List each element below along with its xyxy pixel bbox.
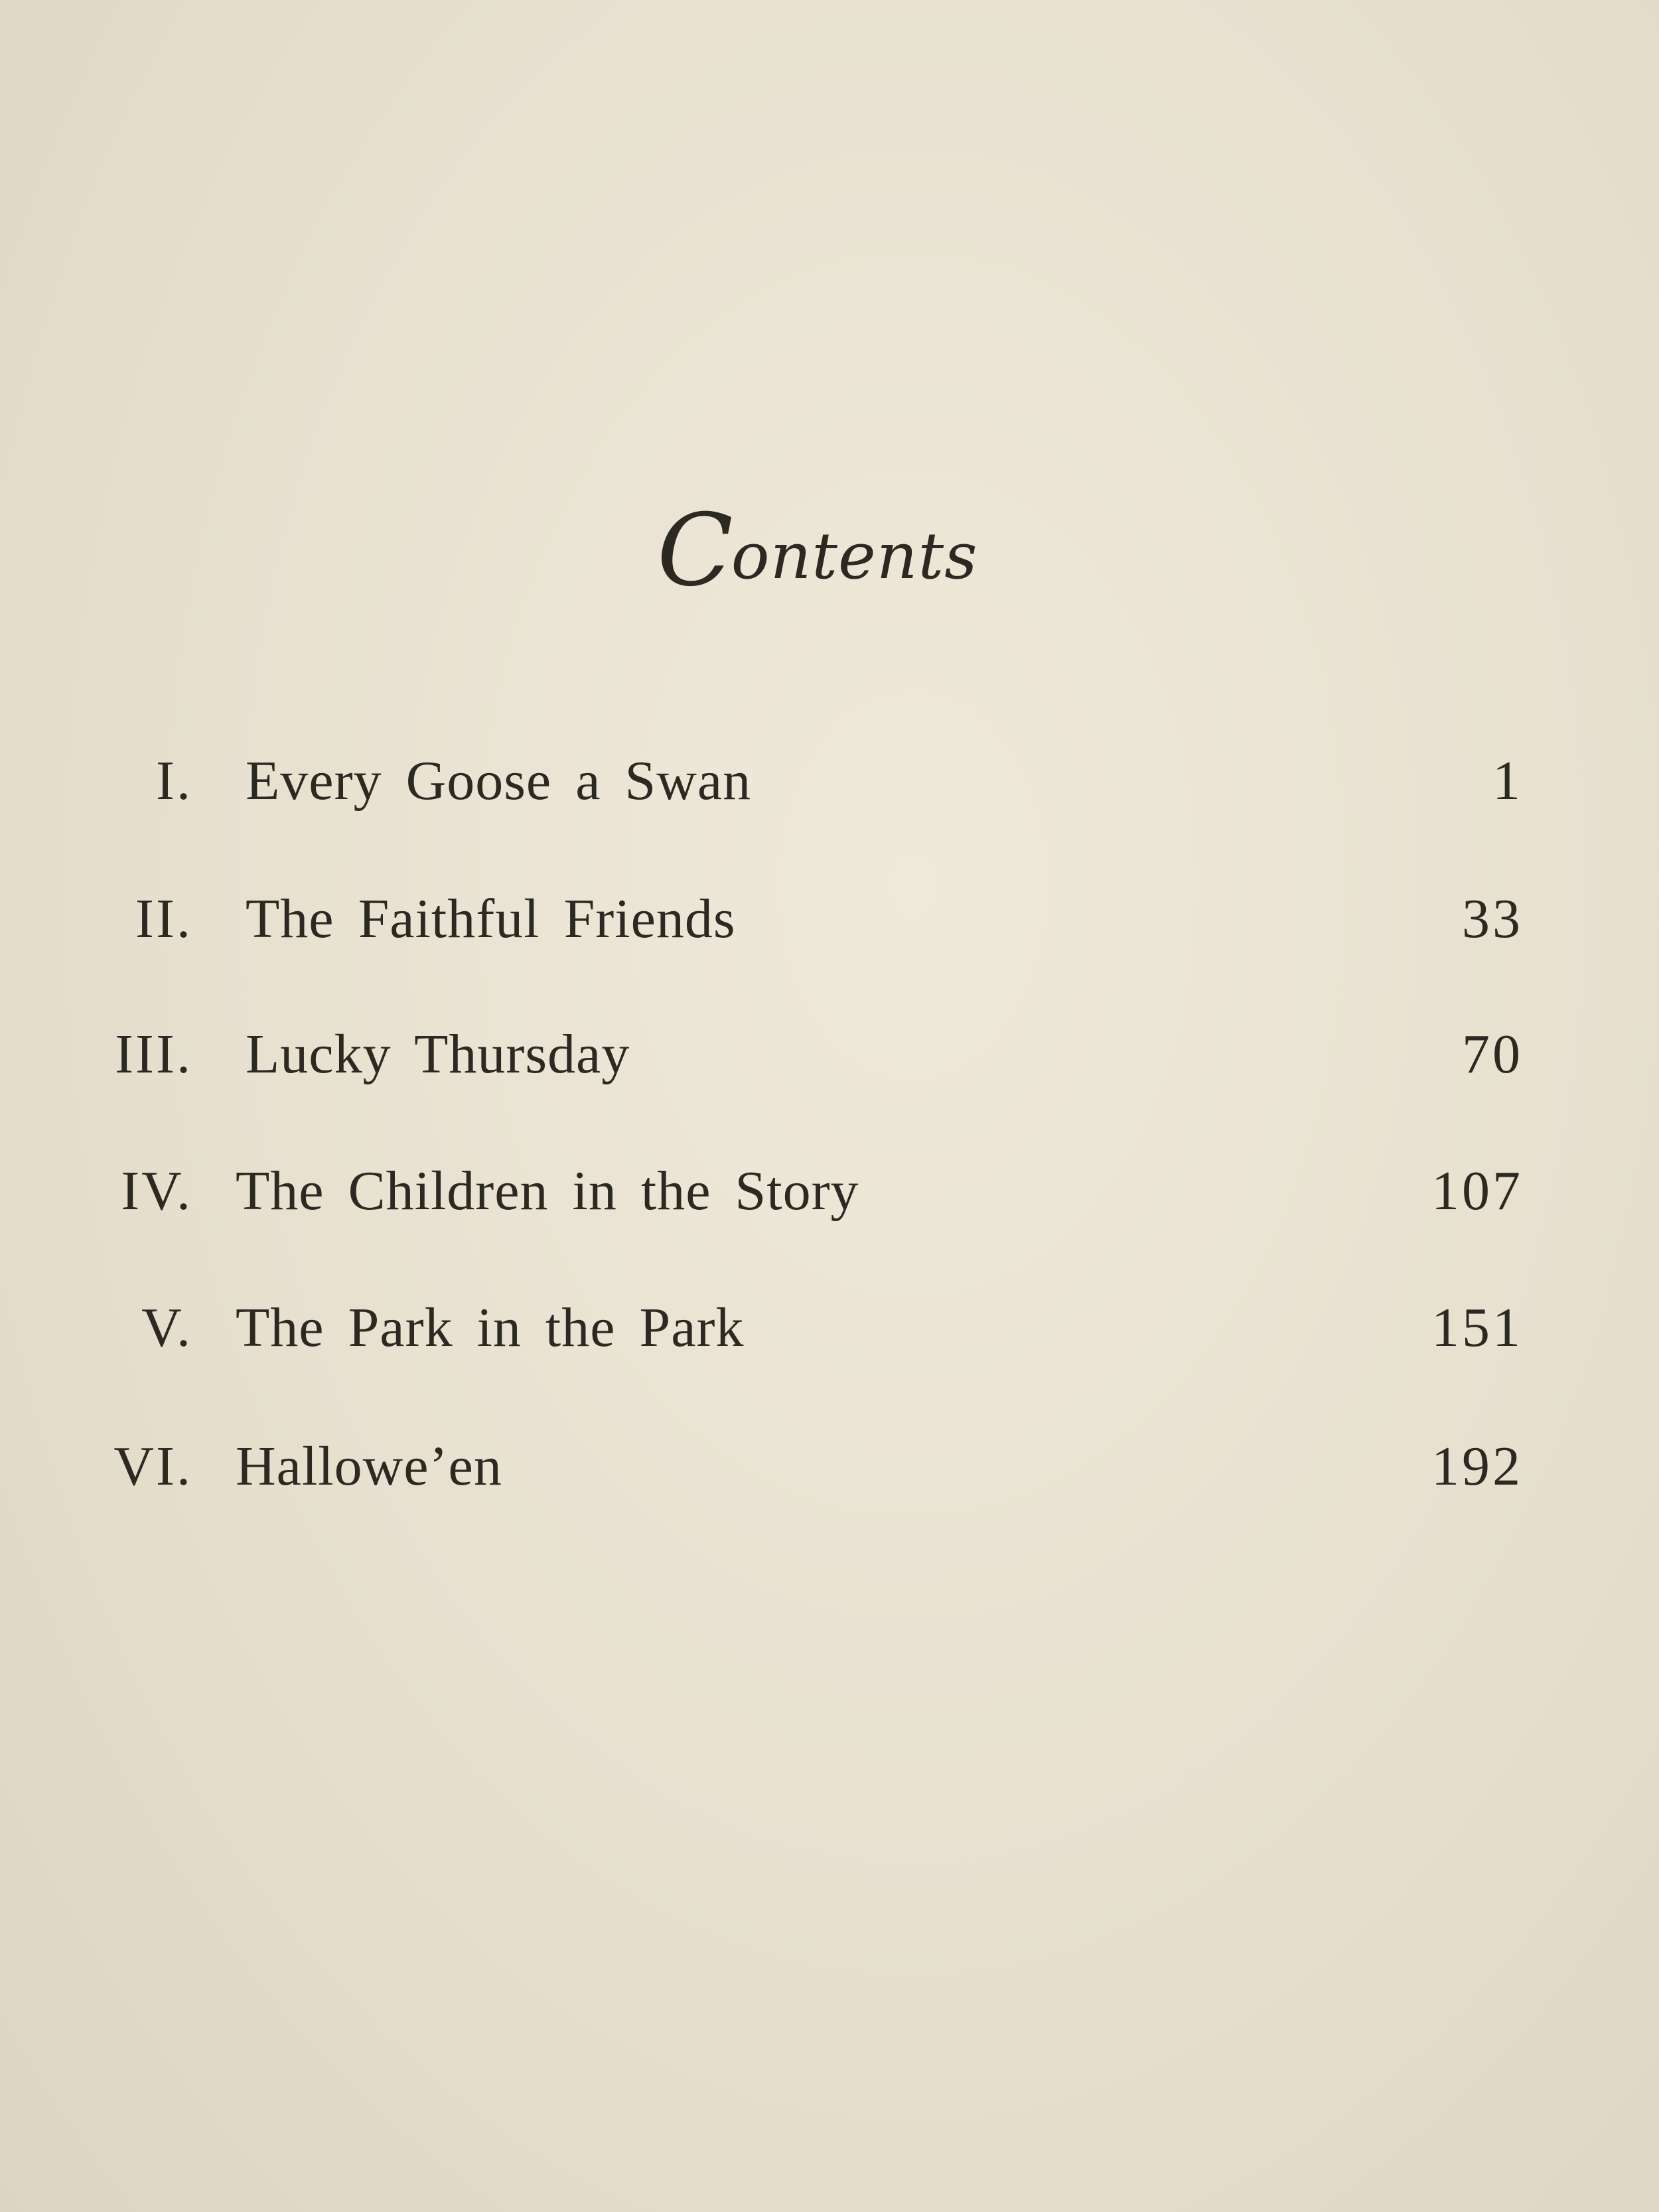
toc-entry-3 (0, 1018, 1659, 1091)
chapter-numeral: V. (141, 1297, 192, 1359)
chapter-numeral: III. (115, 1023, 192, 1085)
chapter-numeral: IV. (121, 1160, 192, 1222)
toc-entry-1 (0, 745, 1659, 818)
chapter-page-number: 107 (1431, 1160, 1523, 1222)
chapter-title: Hallowe’en (236, 1436, 502, 1497)
toc-entry-6 (0, 1430, 1659, 1503)
toc-entry-4 (0, 1155, 1659, 1228)
toc-entry-2 (0, 883, 1659, 956)
title-rest: ontents (731, 519, 978, 593)
chapter-page-number: 151 (1431, 1297, 1523, 1359)
toc-entry-5 (0, 1291, 1659, 1364)
chapter-page-number: 33 (1462, 888, 1523, 950)
title-initial: C (657, 493, 734, 609)
chapter-page-number: 1 (1492, 750, 1523, 812)
chapter-title: The Park in the Park (236, 1297, 745, 1359)
chapter-page-number: 70 (1462, 1023, 1523, 1085)
chapter-title: The Faithful Friends (246, 888, 736, 950)
chapter-numeral: II. (135, 888, 192, 950)
chapter-title: Every Goose a Swan (246, 750, 752, 812)
page-title (657, 493, 989, 609)
chapter-title: The Children in the Story (236, 1160, 859, 1222)
chapter-numeral: I. (156, 750, 192, 812)
chapter-page-number: 192 (1431, 1436, 1523, 1497)
chapter-numeral: VI. (113, 1436, 192, 1497)
chapter-title: Lucky Thursday (246, 1023, 630, 1085)
